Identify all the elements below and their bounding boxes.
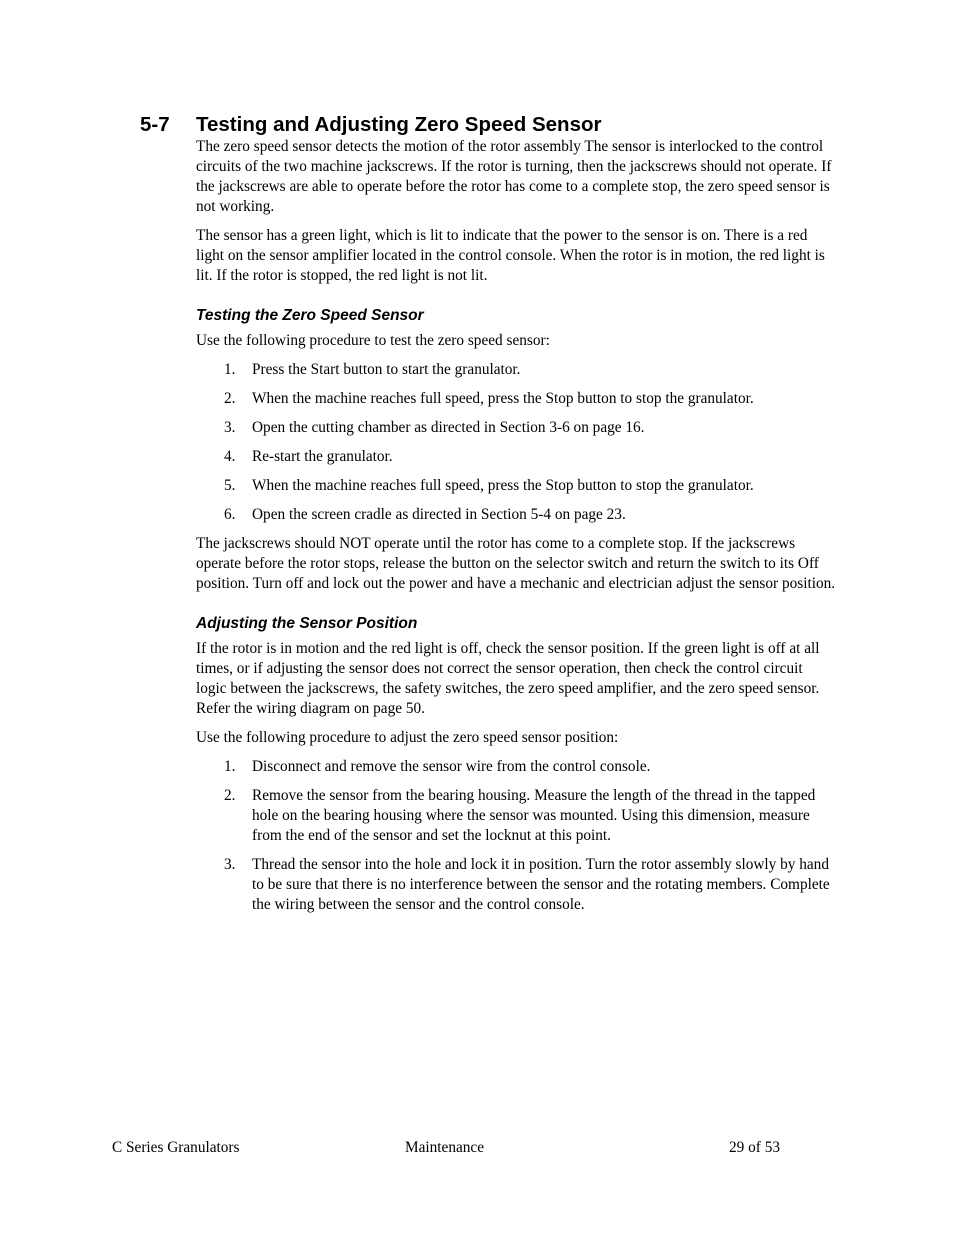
section-number: 5-7 (140, 113, 170, 136)
list-item (196, 389, 836, 409)
step-text: When the machine reaches full speed, press the Stop button to stop the granulator. (252, 477, 754, 494)
section-body (196, 137, 836, 924)
step-text: Disconnect and remove the sensor wire from the control console. (252, 758, 651, 775)
list-item (196, 505, 836, 525)
list-item (196, 476, 836, 496)
step-number: 3. (224, 856, 236, 873)
step-number: 1. (224, 361, 236, 378)
list-item (196, 757, 836, 777)
step-number: 2. (224, 787, 236, 804)
footer-chapter: Maintenance (405, 1139, 484, 1156)
adjusting-lead: Use the following procedure to adjust the zero speed sensor position: (196, 729, 619, 746)
intro-paragraph: The sensor has a green light, which is lit to indicate that the power to the sensor is on. There is a red light on the sensor amplifier located in the control console. When the rotor is in motion, the red light is lit. If the rotor is stopped, the red light is not lit. (196, 227, 825, 284)
step-number: 2. (224, 390, 236, 407)
section-title: Testing and Adjusting Zero Speed Sensor (196, 113, 602, 136)
page-footer (0, 1138, 954, 1160)
footer-page-number: 29 of 53 (729, 1139, 780, 1156)
list-item (196, 447, 836, 467)
intro-paragraph: The zero speed sensor detects the motion of the rotor assembly The sensor is interlocked to the control circuits of the two machine jackscrews. If the rotor is turning, then the jackscrews should not operate. If the jackscrews are able to operate before the rotor has come to a complete stop, the zero speed sensor is not working. (196, 138, 832, 215)
list-item (196, 786, 836, 846)
list-item (196, 418, 836, 438)
step-text: Thread the sensor into the hole and lock it in position. Turn the rotor assembly slowly by hand to be sure that there is no interference between the sensor and the rotating members. Complete the wiring between the sensor and the control console. (252, 856, 830, 913)
testing-closing-paragraph: The jackscrews should NOT operate until the rotor has come to a complete stop. If the jackscrews operate before the rotor stops, release the button on the selector switch and return the switch to its Off position. Turn off and lock out the power and have a mechanic and electrician adjust the sensor position. (196, 535, 836, 592)
step-number: 3. (224, 419, 236, 436)
adjusting-steps-list (196, 757, 836, 915)
adjusting-heading: Adjusting the Sensor Position (196, 615, 418, 632)
step-text: When the machine reaches full speed, press the Stop button to stop the granulator. (252, 390, 754, 407)
testing-heading: Testing the Zero Speed Sensor (196, 307, 424, 324)
step-text: Press the Start button to start the granulator. (252, 361, 521, 378)
footer-document-title: C Series Granulators (112, 1139, 240, 1156)
step-number: 5. (224, 477, 236, 494)
step-number: 1. (224, 758, 236, 775)
step-text: Open the screen cradle as directed in Section 5-4 on page 23. (252, 506, 626, 523)
list-item (196, 360, 836, 380)
step-number: 4. (224, 448, 236, 465)
testing-lead: Use the following procedure to test the zero speed sensor: (196, 332, 550, 349)
step-text: Re-start the granulator. (252, 448, 393, 465)
testing-steps-list (196, 360, 836, 525)
step-number: 6. (224, 506, 236, 523)
adjusting-intro-paragraph: If the rotor is in motion and the red light is off, check the sensor position. If the green light is off at all times, or if adjusting the sensor does not correct the sensor operation, then check the control circuit logic between the jackscrews, the safety switches, the zero speed amplifier, and the zero speed sensor. Refer the wiring diagram on page 50. (196, 640, 820, 717)
list-item (196, 855, 836, 915)
step-text: Remove the sensor from the bearing housing. Measure the length of the thread in the tapped hole on the bearing housing where the sensor was mounted. Using this dimension, measure from the end of the sensor and set the locknut at this point. (252, 787, 816, 844)
step-text: Open the cutting chamber as directed in Section 3-6 on page 16. (252, 419, 645, 436)
section-heading (140, 112, 602, 138)
